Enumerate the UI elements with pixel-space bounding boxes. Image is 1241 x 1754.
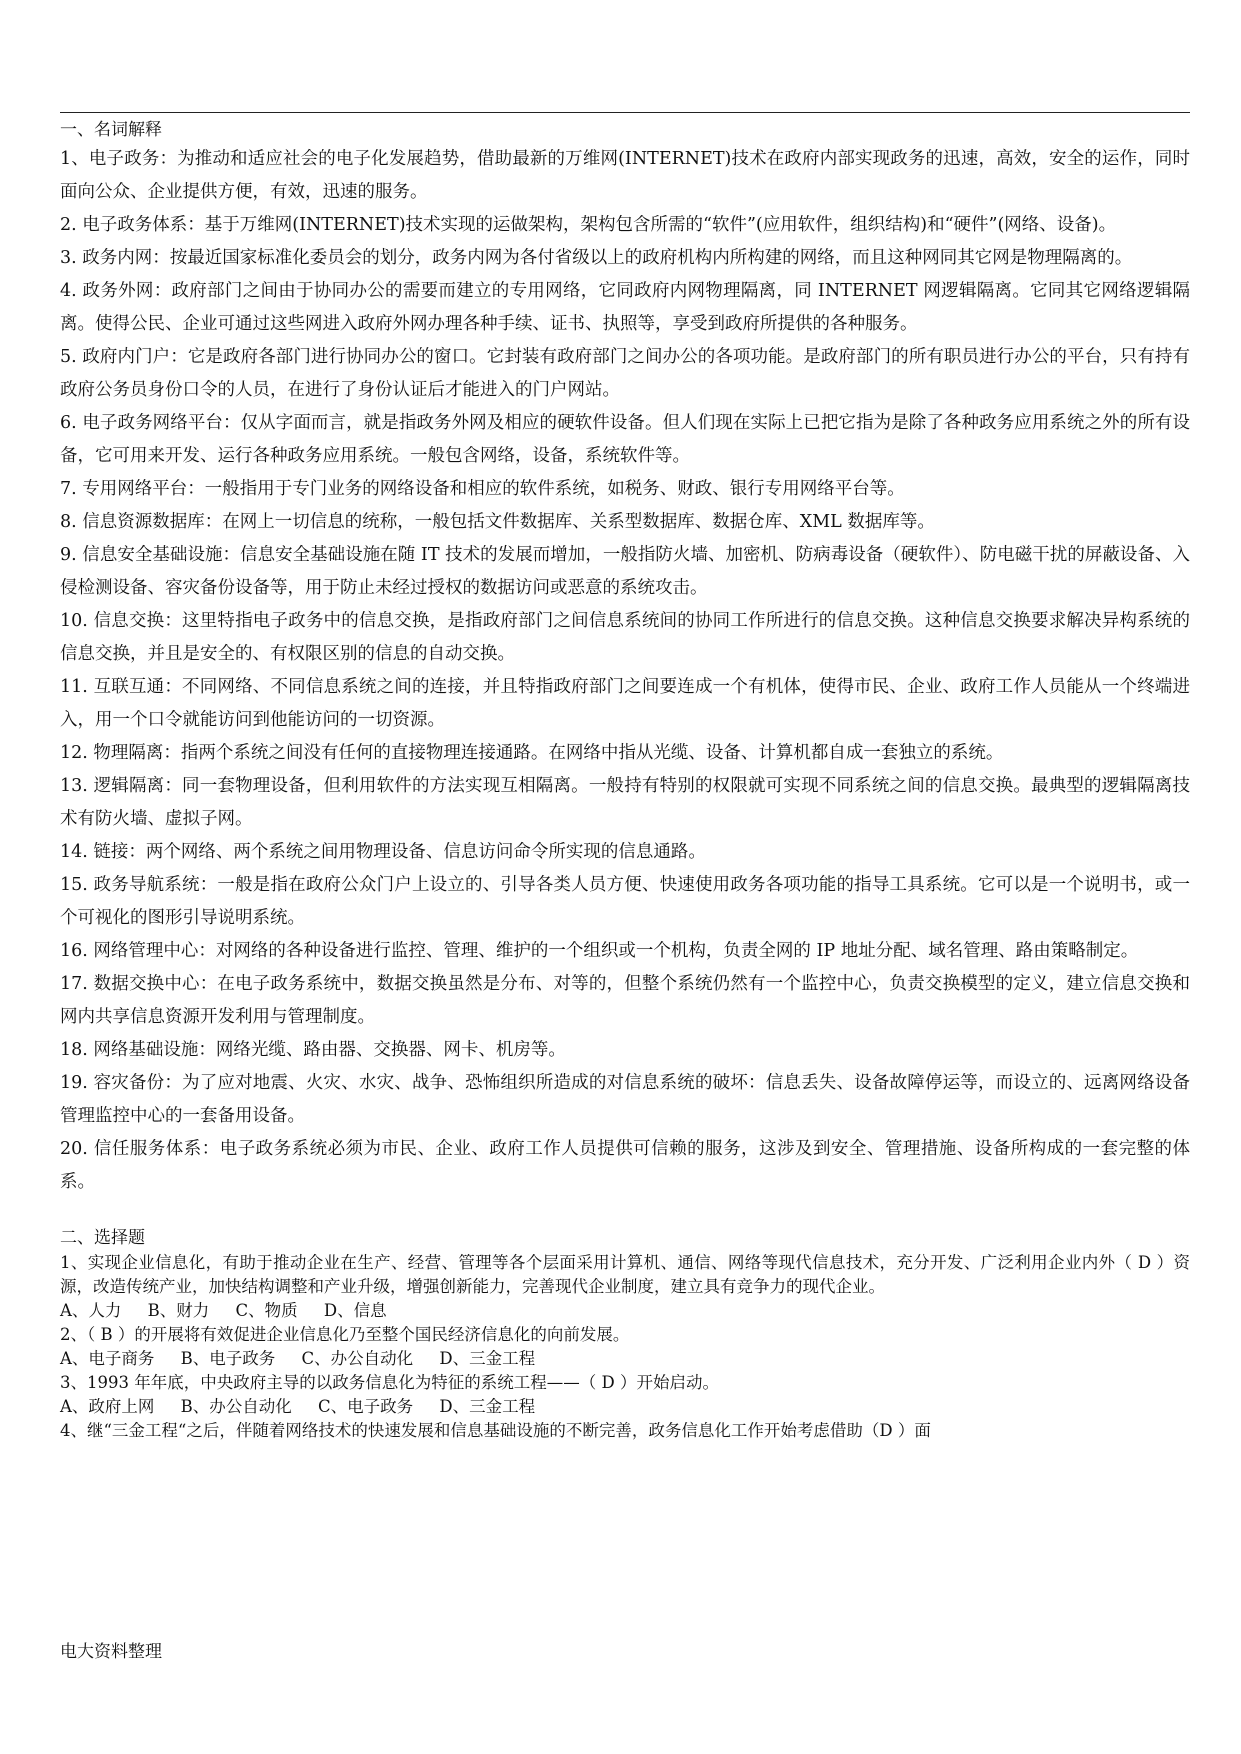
definition-item: 13. 逻辑隔离：同一套物理设备，但利用软件的方法实现互相隔离。一般持有特别的权限就可实现不同系统之间的信息交换。最典型的逻辑隔离技术有防火墙、虚拟子网。 — [60, 776, 1190, 829]
definition-item: 4. 政务外网：政府部门之间由于协同办公的需要而建立的专用网络，它同政府内网物理隔离，同 INTERNET 网逻辑隔离。它同其它网络逻辑隔离。使得公民、企业可通过这些网进入政府外网办理各种手续、证书、执照等，享受到政府所提供的各种服务。 — [60, 281, 1190, 334]
definition-item: 2. 电子政务体系：基于万维网(INTERNET)技术实现的运做架构，架构包含所需的“软件”(应用软件，组织结构)和“硬件”(网络、设备)。 — [60, 215, 1117, 235]
question-list — [60, 1251, 1190, 1443]
question-options: A、人力 B、财力 C、物质 D、信息 — [60, 1301, 387, 1320]
definition-item: 11. 互联互通：不同网络、不同信息系统之间的连接，并且特指政府部门之间要连成一个有机体，使得市民、企业、政府工作人员能从一个终端进入，用一个口令就能访问到他能访问的一切资源。 — [60, 677, 1190, 730]
section1-title: 一、名词解释 — [60, 120, 162, 140]
definition-item: 7. 专用网络平台：一般指用于专门业务的网络设备和相应的软件系统，如税务、财政、银行专用网络平台等。 — [60, 479, 905, 499]
definition-item: 19. 容灾备份：为了应对地震、火灾、水灾、战争、恐怖组织所造成的对信息系统的破坏：信息丢失、设备故障停运等，而设立的、远离网络设备管理监控中心的一套备用设备。 — [60, 1073, 1190, 1126]
definition-item: 5. 政府内门户：它是政府各部门进行协同办公的窗口。它封装有政府部门之间办公的各项功能。是政府部门的所有职员进行办公的平台，只有持有政府公务员身份口令的人员，在进行了身份认证后才能进入的门户网站。 — [60, 347, 1190, 400]
document-body — [60, 117, 1190, 1443]
definition-item: 1、电子政务：为推动和适应社会的电子化发展趋势，借助最新的万维网(INTERNET)技术在政府内部实现政务的迅速，高效，安全的运作，同时面向公众、企业提供方便，有效，迅速的服务。 — [60, 149, 1190, 202]
header-rule — [60, 112, 1190, 113]
definition-item: 12. 物理隔离：指两个系统之间没有任何的直接物理连接通路。在网络中指从光缆、设备、计算机都自成一套独立的系统。 — [60, 743, 1004, 763]
definition-item: 10. 信息交换：这里特指电子政务中的信息交换，是指政府部门之间信息系统间的协同工作所进行的信息交换。这种信息交换要求解决异构系统的信息交换，并且是安全的、有权限区别的信息的自动交换。 — [60, 611, 1190, 664]
question-text: 1、实现企业信息化，有助于推动企业在生产、经营、管理等各个层面采用计算机、通信、网络等现代信息技术，充分开发、广泛利用企业内外（ D ）资源，改造传统产业，加快结构调整和产业升级，增强创新能力，完善现代企业制度，建立具有竞争力的现代企业。 — [60, 1253, 1190, 1296]
definition-item: 20. 信任服务体系：电子政务系统必须为市民、企业、政府工作人员提供可信赖的服务，这涉及到安全、管理措施、设备所构成的一套完整的体系。 — [60, 1139, 1190, 1192]
question-text: 3、1993 年年底，中央政府主导的以政务信息化为特征的系统工程——（ D ）开始启动。 — [60, 1373, 719, 1392]
definition-item: 6. 电子政务网络平台：仅从字面而言，就是指政务外网及相应的硬软件设备。但人们现在实际上已把它指为是除了各种政务应用系统之外的所有设备，它可用来开发、运行各种政务应用系统。一般包含网络，设备，系统软件等。 — [60, 413, 1190, 466]
definition-item: 3. 政务内网：按最近国家标准化委员会的划分，政务内网为各付省级以上的政府机构内所构建的网络，而且这种网同其它网是物理隔离的。 — [60, 248, 1133, 268]
definition-item: 9. 信息安全基础设施：信息安全基础设施在随 IT 技术的发展而增加，一般指防火墙、加密机、防病毒设备（硬软件）、防电磁干扰的屏蔽设备、入侵检测设备、容灾备份设备等，用于防止未经过授权的数据访问或恶意的系统攻击。 — [60, 545, 1190, 598]
definition-item: 18. 网络基础设施：网络光缆、路由器、交换器、网卡、机房等。 — [60, 1040, 566, 1060]
definition-item: 17. 数据交换中心：在电子政务系统中，数据交换虽然是分布、对等的，但整个系统仍然有一个监控中心，负责交换模型的定义，建立信息交换和网内共享信息资源开发利用与管理制度。 — [60, 974, 1190, 1027]
definition-item: 15. 政务导航系统：一般是指在政府公众门户上设立的、引导各类人员方便、快速使用政务各项功能的指导工具系统。它可以是一个说明书，或一个可视化的图形引导说明系统。 — [60, 875, 1190, 928]
question-text: 4、继“三金工程“之后，伴随着网络技术的快速发展和信息基础设施的不断完善，政务信息化工作开始考虑借助（D ）面 — [60, 1421, 931, 1440]
question-options: A、电子商务 B、电子政务 C、办公自动化 D、三金工程 — [60, 1349, 536, 1368]
definition-item: 14. 链接：两个网络、两个系统之间用物理设备、信息访问命令所实现的信息通路。 — [60, 842, 706, 862]
footer-text: 电大资料整理 — [60, 1642, 162, 1662]
definition-item: 16. 网络管理中心：对网络的各种设备进行监控、管理、维护的一个组织或一个机构，负责全网的 IP 地址分配、域名管理、路由策略制定。 — [60, 941, 1139, 961]
question-options: A、政府上网 B、办公自动化 C、电子政务 D、三金工程 — [60, 1397, 536, 1416]
definition-list — [60, 143, 1190, 1199]
section2-title: 二、选择题 — [60, 1228, 145, 1248]
question-text: 2、（ B ）的开展将有效促进企业信息化乃至整个国民经济信息化的向前发展。 — [60, 1325, 630, 1344]
definition-item: 8. 信息资源数据库：在网上一切信息的统称，一般包括文件数据库、关系型数据库、数据仓库、XML 数据库等。 — [60, 512, 935, 532]
